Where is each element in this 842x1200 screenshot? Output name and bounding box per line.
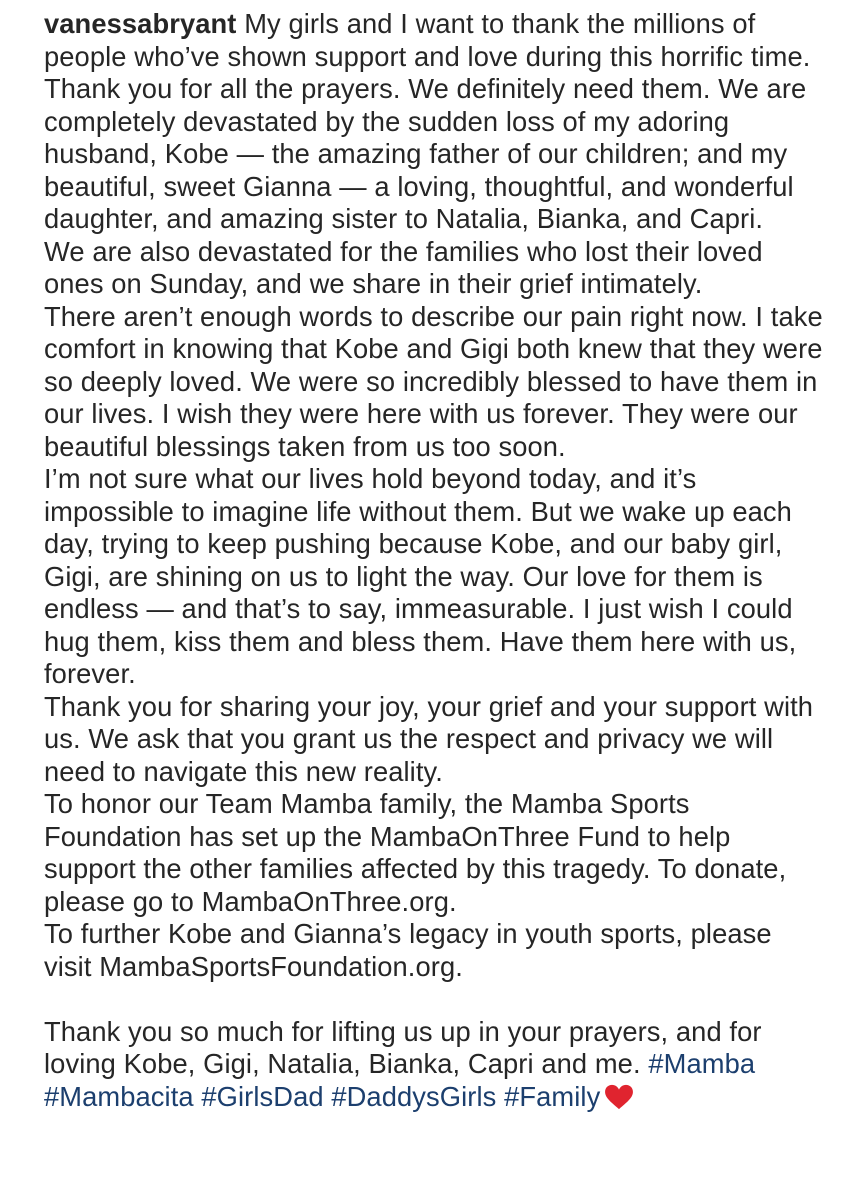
closing-text: Thank you so much for lifting us up in your prayers, and for loving Kobe, Gigi, Natalia, Bianka, Capri and me. [44,1015,762,1079]
hashtag-link[interactable]: #Family [504,1080,601,1112]
caption-paragraph-2: We are also devastated for the families who lost their loved ones on Sunday, and we share in their grief intimately. [44,235,763,299]
caption-text: My girls and I want to thank the millions of people who’ve shown support and love during this horrific time. Thank you for all the prayers. We definitely need them. We are completely devastated by the sudden loss of my adoring husband, Kobe — the amazing father of our children; and my beautiful, sweet Gianna — a loving, thoughtful, and wonderful daughter, and amazing sister to Natalia, Bianka, and Capri. [44,8,811,234]
username-link[interactable]: vanessabryant [44,8,237,39]
hashtag-link[interactable]: #Mambacita [44,1080,194,1112]
hashtag-link[interactable]: #Mamba [648,1048,756,1079]
caption-paragraph-5: Thank you for sharing your joy, your grief and your support with us. We ask that you grant us the respect and privacy we will need to navigate this new reality. [44,690,814,787]
hashtag-link[interactable]: #GirlsDad [201,1080,324,1112]
hashtag-link[interactable]: #DaddysGirls [331,1080,497,1112]
caption-paragraph-3: There aren’t enough words to describe our pain right now. I take comfort in knowing that Kobe and Gigi both knew that they were so deeply loved. We were so incredibly blessed to have them in our lives. I wish they were here with us forever. They were our beautiful blessings taken from us too soon. [44,300,823,462]
red-heart-icon [604,1084,634,1110]
paragraph-spacer [44,983,824,1016]
caption-paragraph-6: To honor our Team Mamba family, the Mamba Sports Foundation has set up the MambaOnThree Fund to help support the other families affected by this tragedy. To donate, please go to MambaOnThree.org. [44,788,787,917]
caption-paragraph-1 [44,8,824,236]
caption-paragraph-7: To further Kobe and Gianna’s legacy in youth sports, please visit MambaSportsFoundation.org. [44,918,772,982]
caption-paragraph-4: I’m not sure what our lives hold beyond today, and it’s impossible to imagine life without them. But we wake up each day, trying to keep pushing because Kobe, and our baby girl, Gigi, are shining on us to light the way. Our love for them is endless — and that’s to say, immeasurable. I just wish I could hug them, kiss them and bless them. Have them here with us, forever. [44,463,797,689]
post-caption [44,8,824,1113]
caption-closing [44,1016,824,1114]
